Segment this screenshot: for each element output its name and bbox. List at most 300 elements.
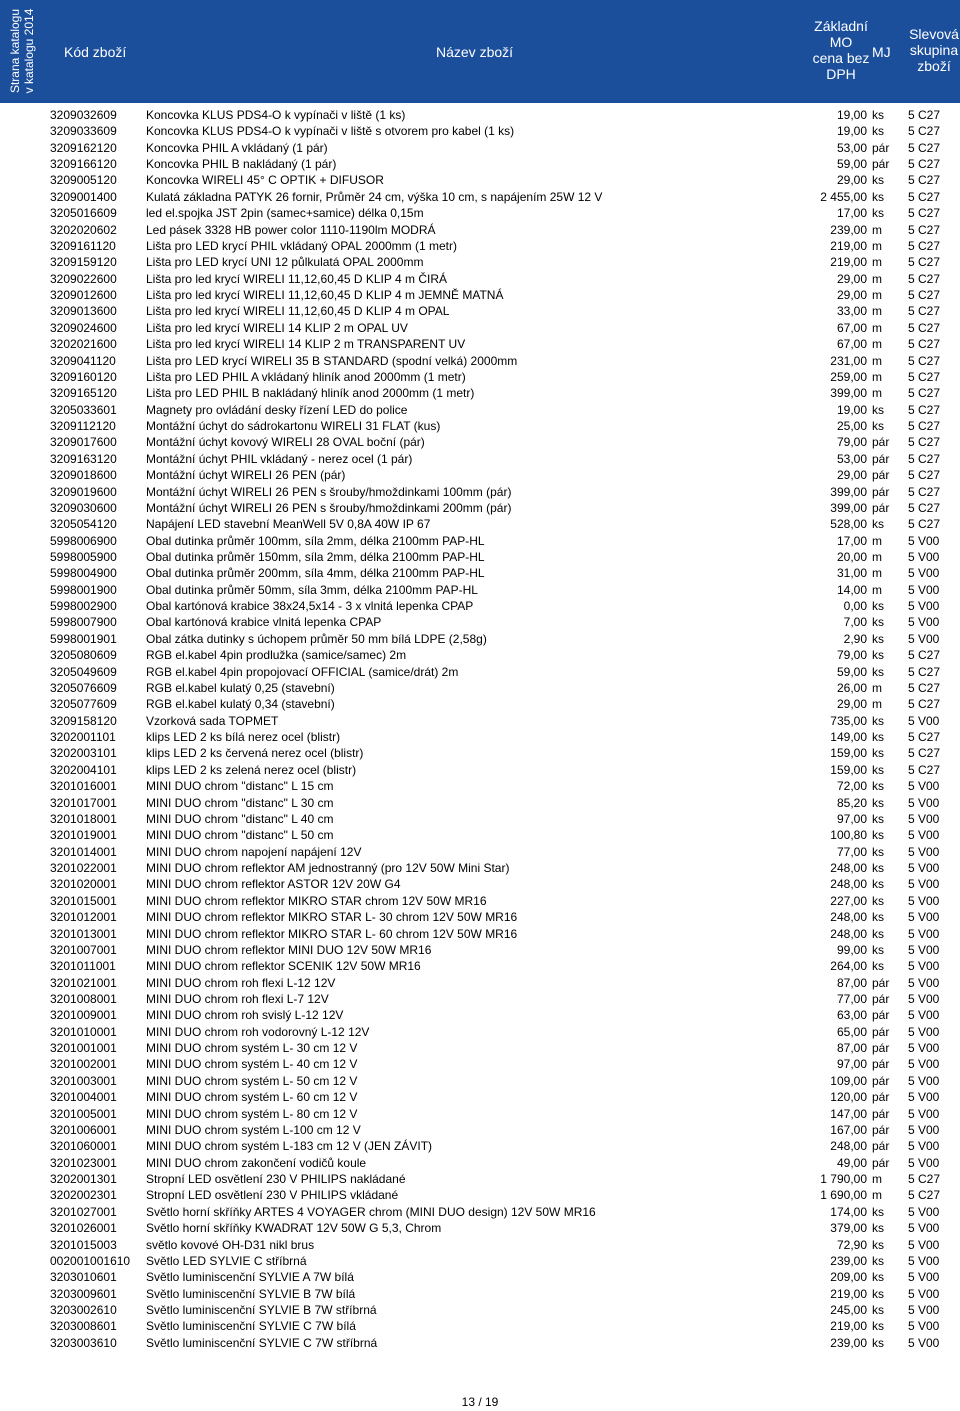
- product-code: 3201003001: [50, 1073, 117, 1088]
- product-discount-group: 5 C27: [908, 353, 941, 368]
- catalog-page-label: [8, 9, 36, 94]
- product-unit: ks: [872, 828, 884, 843]
- product-discount-group: 5 V00: [908, 910, 940, 925]
- product-code: 3201027001: [50, 1204, 117, 1219]
- header-group-line: zboží: [917, 58, 951, 74]
- product-discount-group: 5 C27: [908, 206, 941, 221]
- product-code: 3202020602: [50, 222, 117, 237]
- product-name: Montážní úchyt WIRELI 26 PEN s šrouby/hmoždinkami 100mm (pár): [146, 484, 512, 499]
- table-row: [0, 1024, 960, 1040]
- product-unit: pár: [872, 1106, 890, 1121]
- product-discount-group: 5 C27: [908, 664, 941, 679]
- product-price: 219,00: [830, 1286, 867, 1301]
- table-row: [0, 484, 960, 500]
- product-discount-group: 5 C27: [908, 288, 941, 303]
- product-name: Světlo luminiscenční SYLVIE A 7W bílá: [146, 1270, 354, 1285]
- product-price: 159,00: [830, 762, 867, 777]
- product-unit: ks: [872, 1335, 884, 1350]
- product-code: 3201015003: [50, 1237, 117, 1252]
- table-row: [0, 958, 960, 974]
- product-name: Koncovka WIRELI 45° C OPTIK + DIFUSOR: [146, 173, 384, 188]
- product-price: 85,20: [836, 795, 867, 810]
- product-name: MINI DUO chrom systém L-100 cm 12 V: [146, 1122, 361, 1137]
- product-code: 3201014001: [50, 844, 117, 859]
- product-price: 79,00: [836, 435, 867, 450]
- table-row: [0, 713, 960, 729]
- table-row: [0, 827, 960, 843]
- product-discount-group: 5 V00: [908, 549, 940, 564]
- product-discount-group: 5 V00: [908, 991, 940, 1006]
- product-discount-group: 5 V00: [908, 975, 940, 990]
- product-discount-group: 5 V00: [908, 1090, 940, 1105]
- product-code: 3201002001: [50, 1057, 117, 1072]
- product-discount-group: 5 V00: [908, 582, 940, 597]
- product-price: 19,00: [836, 402, 867, 417]
- product-name: Světlo horní skříňky KWADRAT 12V 50W G 5,3, Chrom: [146, 1221, 442, 1236]
- table-row: [0, 795, 960, 811]
- product-code: 3201023001: [50, 1155, 117, 1170]
- product-discount-group: 5 C27: [908, 402, 941, 417]
- product-code: 3203008601: [50, 1319, 117, 1334]
- product-discount-group: 5 C27: [908, 730, 941, 745]
- header-discount-group: [904, 26, 960, 74]
- table-row: [0, 680, 960, 696]
- product-code: 3201007001: [50, 942, 117, 957]
- product-unit: ks: [872, 1237, 884, 1252]
- product-code: 3201021001: [50, 975, 117, 990]
- product-name: MINI DUO chrom reflektor ASTOR 12V 20W G4: [146, 877, 401, 892]
- product-price: 399,00: [830, 386, 867, 401]
- product-unit: ks: [872, 1286, 884, 1301]
- product-name: MINI DUO chrom napojení napájení 12V: [146, 844, 362, 859]
- product-discount-group: 5 C27: [908, 173, 941, 188]
- product-code: 3201012001: [50, 910, 117, 925]
- product-price: 147,00: [830, 1106, 867, 1121]
- product-code: 3209001400: [50, 189, 117, 204]
- table-header: [44, 0, 960, 103]
- product-price: 97,00: [836, 1057, 867, 1072]
- product-code: 3209018600: [50, 468, 117, 483]
- table-row: [0, 123, 960, 139]
- product-name: led el.spojka JST 2pin (samec+samice) délka 0,15m: [146, 206, 424, 221]
- product-discount-group: 5 V00: [908, 1008, 940, 1023]
- product-name: Světlo luminiscenční SYLVIE C 7W stříbrná: [146, 1335, 378, 1350]
- product-price: 63,00: [836, 1008, 867, 1023]
- product-price: 72,90: [836, 1237, 867, 1252]
- product-unit: ks: [872, 402, 884, 417]
- table-row: [0, 598, 960, 614]
- product-unit: pár: [872, 1073, 890, 1088]
- product-unit: pár: [872, 500, 890, 515]
- product-discount-group: 5 V00: [908, 1319, 940, 1334]
- product-price: 87,00: [836, 1041, 867, 1056]
- product-code: 3202001101: [50, 730, 116, 745]
- product-price: 248,00: [830, 910, 867, 925]
- product-discount-group: 5 C27: [908, 369, 941, 384]
- product-unit: m: [872, 320, 882, 335]
- product-price: 100,80: [830, 828, 867, 843]
- product-code: 3201001001: [50, 1041, 117, 1056]
- product-unit: ks: [872, 730, 884, 745]
- product-price: 0,00: [843, 599, 867, 614]
- product-discount-group: 5 C27: [908, 255, 941, 270]
- table-row: [0, 467, 960, 483]
- product-price: 49,00: [836, 1155, 867, 1170]
- table-row: [0, 1286, 960, 1302]
- product-name: Obal kartónová krabice vlnitá lepenka CPAP: [146, 615, 382, 630]
- table-row: [0, 271, 960, 287]
- product-discount-group: 5 V00: [908, 1073, 940, 1088]
- product-code: 3205049609: [50, 664, 117, 679]
- table-row: [0, 582, 960, 598]
- table-row: [0, 1204, 960, 1220]
- product-name: MINI DUO chrom "distanc" L 30 cm: [146, 795, 334, 810]
- product-name: Lišta pro LED PHIL B nakládaný hliník anod 2000mm (1 metr): [146, 386, 475, 401]
- table-row: [0, 942, 960, 958]
- product-unit: ks: [872, 1303, 884, 1317]
- product-name: Lišta pro LED krycí PHIL vkládaný OPAL 2000mm (1 metr): [146, 238, 457, 253]
- product-name: MINI DUO chrom zakončení vodičů koule: [146, 1155, 367, 1170]
- product-discount-group: 5 V00: [908, 1155, 940, 1170]
- product-price: 20,00: [836, 549, 867, 564]
- table-row: [0, 893, 960, 909]
- product-price: 19,00: [836, 124, 867, 139]
- product-discount-group: 5 V00: [908, 1270, 940, 1285]
- product-unit: ks: [872, 844, 884, 859]
- product-unit: pár: [872, 1024, 890, 1039]
- product-unit: ks: [872, 811, 884, 826]
- table-row: [0, 762, 960, 778]
- product-unit: pár: [872, 1041, 890, 1056]
- product-discount-group: 5 V00: [908, 942, 940, 957]
- product-price: 239,00: [830, 222, 867, 237]
- product-discount-group: 5 C27: [908, 108, 941, 122]
- product-discount-group: 5 V00: [908, 877, 940, 892]
- product-unit: m: [872, 549, 882, 564]
- product-unit: m: [872, 353, 882, 368]
- product-code: 3201019001: [50, 828, 117, 843]
- product-unit: ks: [872, 1270, 884, 1285]
- product-price: 248,00: [830, 1139, 867, 1154]
- product-code: 5998006900: [50, 533, 117, 548]
- product-unit: pár: [872, 991, 890, 1006]
- product-code: 5998007900: [50, 615, 117, 630]
- product-name: Světlo luminiscenční SYLVIE C 7W bílá: [146, 1319, 356, 1334]
- product-price: 53,00: [836, 451, 867, 466]
- product-price: 77,00: [836, 991, 867, 1006]
- product-discount-group: 5 V00: [908, 1057, 940, 1072]
- product-discount-group: 5 C27: [908, 304, 941, 319]
- product-unit: pár: [872, 1155, 890, 1170]
- product-unit: m: [872, 288, 882, 303]
- product-code: 3203002610: [50, 1303, 117, 1317]
- table-row: [0, 926, 960, 942]
- product-price: 25,00: [836, 419, 867, 434]
- table-row: [0, 614, 960, 630]
- product-unit: ks: [872, 1204, 884, 1219]
- product-price: 31,00: [836, 566, 867, 581]
- product-code: 3201009001: [50, 1008, 117, 1023]
- product-discount-group: 5 C27: [908, 157, 941, 172]
- sidebar-line-1: Strana katalogu: [8, 8, 22, 94]
- product-name: Lišta pro LED krycí WIRELI 35 B STANDARD (spodní velká) 2000mm: [146, 353, 518, 368]
- product-code: 3209158120: [50, 713, 117, 728]
- header-price-line: MO: [829, 34, 853, 50]
- product-unit: m: [872, 566, 882, 581]
- product-code: 3201017001: [50, 795, 117, 810]
- product-unit: ks: [872, 599, 884, 614]
- product-unit: ks: [872, 615, 884, 630]
- product-name: Obal dutinka průměr 50mm, síla 3mm, délka 2100mm PAP-HL: [146, 582, 478, 597]
- product-price: 1 790,00: [820, 1172, 867, 1187]
- product-discount-group: 5 C27: [908, 320, 941, 335]
- product-discount-group: 5 V00: [908, 1303, 940, 1317]
- product-unit: ks: [872, 959, 884, 974]
- product-name: Světlo luminiscenční SYLVIE B 7W bílá: [146, 1286, 356, 1301]
- table-row: [0, 696, 960, 712]
- product-code: 3209005120: [50, 173, 117, 188]
- product-name: RGB el.kabel kulatý 0,34 (stavební): [146, 697, 335, 712]
- product-discount-group: 5 V00: [908, 1286, 940, 1301]
- product-name: MINI DUO chrom "distanc" L 40 cm: [146, 811, 334, 826]
- product-code: 3209013600: [50, 304, 117, 319]
- product-code: 3202001301: [50, 1172, 117, 1187]
- table-row: [0, 729, 960, 745]
- product-unit: m: [872, 1172, 882, 1187]
- product-discount-group: 5 V00: [908, 861, 940, 876]
- table-row: [0, 238, 960, 254]
- product-name: Montážní úchyt do sádrokartonu WIRELI 31 FLAT (kus): [146, 419, 441, 434]
- product-name: MINI DUO chrom systém L- 80 cm 12 V: [146, 1106, 358, 1121]
- header-price-line: DPH: [826, 66, 856, 82]
- product-discount-group: 5 C27: [908, 451, 941, 466]
- product-code: 3202003101: [50, 746, 117, 761]
- product-name: MINI DUO chrom systém L- 60 cm 12 V: [146, 1090, 358, 1105]
- product-price: 248,00: [830, 861, 867, 876]
- product-name: Obal zátka dutinky s úchopem průměr 50 mm bílá LDPE (2,58g): [146, 631, 487, 646]
- product-price: 65,00: [836, 1024, 867, 1039]
- product-discount-group: 5 C27: [908, 746, 941, 761]
- table-row: [0, 778, 960, 794]
- product-code: 3201008001: [50, 991, 117, 1006]
- product-code: 3209161120: [50, 238, 116, 253]
- product-discount-group: 5 V00: [908, 959, 940, 974]
- product-name: Lišta pro led krycí WIRELI 11,12,60,45 D KLIP 4 m ČIRÁ: [146, 271, 448, 286]
- product-name: Lišta pro LED krycí UNI 12 půlkulatá OPAL 2000mm: [146, 255, 424, 270]
- table-row: [0, 1318, 960, 1334]
- product-unit: m: [872, 304, 882, 319]
- product-price: 67,00: [836, 320, 867, 335]
- product-unit: ks: [872, 648, 884, 663]
- product-price: 219,00: [830, 255, 867, 270]
- product-name: klips LED 2 ks zelená nerez ocel (blistr): [146, 762, 357, 777]
- product-name: Obal dutinka průměr 150mm, síla 2mm, délka 2100mm PAP-HL: [146, 549, 485, 564]
- product-code: 3209159120: [50, 255, 117, 270]
- table-row: [0, 565, 960, 581]
- product-price: 14,00: [836, 582, 867, 597]
- table-row: [0, 549, 960, 565]
- product-name: MINI DUO chrom reflektor MIKRO STAR chrom 12V 50W MR16: [146, 893, 487, 908]
- table-row: [0, 320, 960, 336]
- product-name: Montážní úchyt WIRELI 26 PEN (pár): [146, 468, 346, 483]
- product-unit: m: [872, 369, 882, 384]
- product-name: MINI DUO chrom reflektor SCENIK 12V 50W MR16: [146, 959, 421, 974]
- product-name: Stropní LED osvětlení 230 V PHILIPS vkládané: [146, 1188, 399, 1203]
- product-price: 231,00: [830, 353, 867, 368]
- product-name: Obal dutinka průměr 100mm, síla 2mm, délka 2100mm PAP-HL: [146, 533, 485, 548]
- table-row: [0, 156, 960, 172]
- product-name: Lišta pro led krycí WIRELI 11,12,60,45 D KLIP 4 m JEMNĚ MATNÁ: [146, 288, 504, 303]
- product-price: 26,00: [836, 680, 867, 695]
- product-discount-group: 5 C27: [908, 500, 941, 515]
- product-code: 3201013001: [50, 926, 117, 941]
- product-name: Koncovka PHIL B nakládaný (1 pár): [146, 157, 337, 172]
- table-row: [0, 631, 960, 647]
- table-row: [0, 1253, 960, 1269]
- product-price: 77,00: [836, 844, 867, 859]
- product-price: 29,00: [836, 271, 867, 286]
- product-discount-group: 5 V00: [908, 631, 940, 646]
- table-row: [0, 303, 960, 319]
- product-discount-group: 5 V00: [908, 1204, 940, 1219]
- product-code: 5998001901: [50, 631, 117, 646]
- table-row: [0, 1040, 960, 1056]
- product-unit: ks: [872, 664, 884, 679]
- table-row: [0, 1106, 960, 1122]
- product-name: Obal dutinka průměr 200mm, síla 4mm, délka 2100mm PAP-HL: [146, 566, 485, 581]
- product-name: MINI DUO chrom roh svislý L-12 12V: [146, 1008, 344, 1023]
- table-row: [0, 745, 960, 761]
- product-unit: pár: [872, 140, 890, 155]
- product-discount-group: 5 V00: [908, 1139, 940, 1154]
- table-row: [0, 254, 960, 270]
- product-code: 3201006001: [50, 1122, 117, 1137]
- table-row: [0, 369, 960, 385]
- table-row: [0, 107, 960, 123]
- product-name: Koncovka KLUS PDS4-O k vypínači v liště (1 ks): [146, 108, 406, 122]
- product-name: Koncovka PHIL A vkládaný (1 pár): [146, 140, 328, 155]
- product-code: 3209022600: [50, 271, 117, 286]
- table-row: [0, 860, 960, 876]
- table-row: [0, 353, 960, 369]
- product-code: 3209033609: [50, 124, 117, 139]
- product-name: Světlo horní skříňky ARTES 4 VOYAGER chrom (MINI DUO design) 12V 50W MR16: [146, 1204, 596, 1219]
- product-discount-group: 5 V00: [908, 1335, 940, 1350]
- header-group-line: skupina: [909, 42, 959, 58]
- product-price: 59,00: [836, 664, 867, 679]
- product-unit: pár: [872, 1090, 890, 1105]
- product-code: 3209019600: [50, 484, 117, 499]
- product-discount-group: 5 V00: [908, 1221, 940, 1236]
- product-discount-group: 5 V00: [908, 1106, 940, 1121]
- product-code: 3203010601: [50, 1270, 117, 1285]
- table-row: [0, 909, 960, 925]
- table-row: [0, 402, 960, 418]
- sidebar-line-2: v katalogu 2014: [22, 8, 36, 94]
- product-code: 5998002900: [50, 599, 117, 614]
- product-code: 3209163120: [50, 451, 117, 466]
- product-price: 248,00: [830, 877, 867, 892]
- table-row: [0, 1335, 960, 1351]
- product-unit: ks: [872, 1253, 884, 1268]
- product-price: 99,00: [836, 942, 867, 957]
- product-unit: ks: [872, 517, 884, 532]
- product-name: Led pásek 3328 HB power color 1110-1190lm MODRÁ: [146, 222, 436, 237]
- table-row: [0, 647, 960, 663]
- product-price: 219,00: [830, 1319, 867, 1334]
- table-row: [0, 876, 960, 892]
- product-name: MINI DUO chrom reflektor AM jednostranný (pro 12V 50W Mini Star): [146, 861, 510, 876]
- product-discount-group: 5 V00: [908, 615, 940, 630]
- product-unit: m: [872, 1188, 882, 1203]
- product-price: 120,00: [830, 1090, 867, 1105]
- product-price: 19,00: [836, 108, 867, 122]
- product-discount-group: 5 C27: [908, 697, 941, 712]
- table-row: [0, 287, 960, 303]
- table-row: [0, 516, 960, 532]
- product-name: Vzorková sada TOPMET: [146, 713, 279, 728]
- product-code: 3202002301: [50, 1188, 117, 1203]
- table-row: [0, 533, 960, 549]
- product-name: Napájení LED stavební MeanWell 5V 0,8A 40W IP 67: [146, 517, 431, 532]
- product-unit: m: [872, 271, 882, 286]
- product-code: 5998005900: [50, 549, 117, 564]
- product-discount-group: 5 V00: [908, 844, 940, 859]
- table-row: [0, 1007, 960, 1023]
- product-code: 3209166120: [50, 157, 117, 172]
- product-unit: pár: [872, 1057, 890, 1072]
- product-name: Montážní úchyt PHIL vkládaný - nerez ocel (1 pár): [146, 451, 413, 466]
- product-price: 149,00: [830, 730, 867, 745]
- product-discount-group: 5 V00: [908, 828, 940, 843]
- product-discount-group: 5 C27: [908, 468, 941, 483]
- product-name: MINI DUO chrom systém L- 50 cm 12 V: [146, 1073, 358, 1088]
- product-discount-group: 5 V00: [908, 926, 940, 941]
- product-discount-group: 5 C27: [908, 484, 941, 499]
- catalog-page-sidebar: [0, 0, 44, 103]
- product-discount-group: 5 C27: [908, 648, 941, 663]
- product-unit: m: [872, 680, 882, 695]
- product-code: 3201020001: [50, 877, 117, 892]
- product-discount-group: 5 V00: [908, 1041, 940, 1056]
- product-discount-group: 5 V00: [908, 795, 940, 810]
- product-code: 3209032609: [50, 108, 117, 122]
- product-name: MINI DUO chrom reflektor MIKRO STAR L- 60 chrom 12V 50W MR16: [146, 926, 518, 941]
- product-price: 167,00: [830, 1122, 867, 1137]
- product-price: 59,00: [836, 157, 867, 172]
- table-row: [0, 172, 960, 188]
- product-discount-group: 5 C27: [908, 271, 941, 286]
- product-price: 2,90: [843, 631, 867, 646]
- product-code: 3201022001: [50, 861, 117, 876]
- product-price: 2 455,00: [820, 189, 867, 204]
- product-price: 67,00: [836, 337, 867, 352]
- product-unit: pár: [872, 1008, 890, 1023]
- product-code: 3209017600: [50, 435, 117, 450]
- product-price: 245,00: [830, 1303, 867, 1317]
- product-price: 399,00: [830, 500, 867, 515]
- product-discount-group: 5 C27: [908, 517, 941, 532]
- table-row: [0, 1073, 960, 1089]
- product-unit: ks: [872, 861, 884, 876]
- product-code: 3201004001: [50, 1090, 117, 1105]
- header-unit: MJ: [872, 44, 891, 60]
- product-unit: ks: [872, 1221, 884, 1236]
- product-unit: m: [872, 255, 882, 270]
- product-name: MINI DUO chrom roh flexi L-7 12V: [146, 991, 329, 1006]
- table-row: [0, 1220, 960, 1236]
- product-unit: pár: [872, 435, 890, 450]
